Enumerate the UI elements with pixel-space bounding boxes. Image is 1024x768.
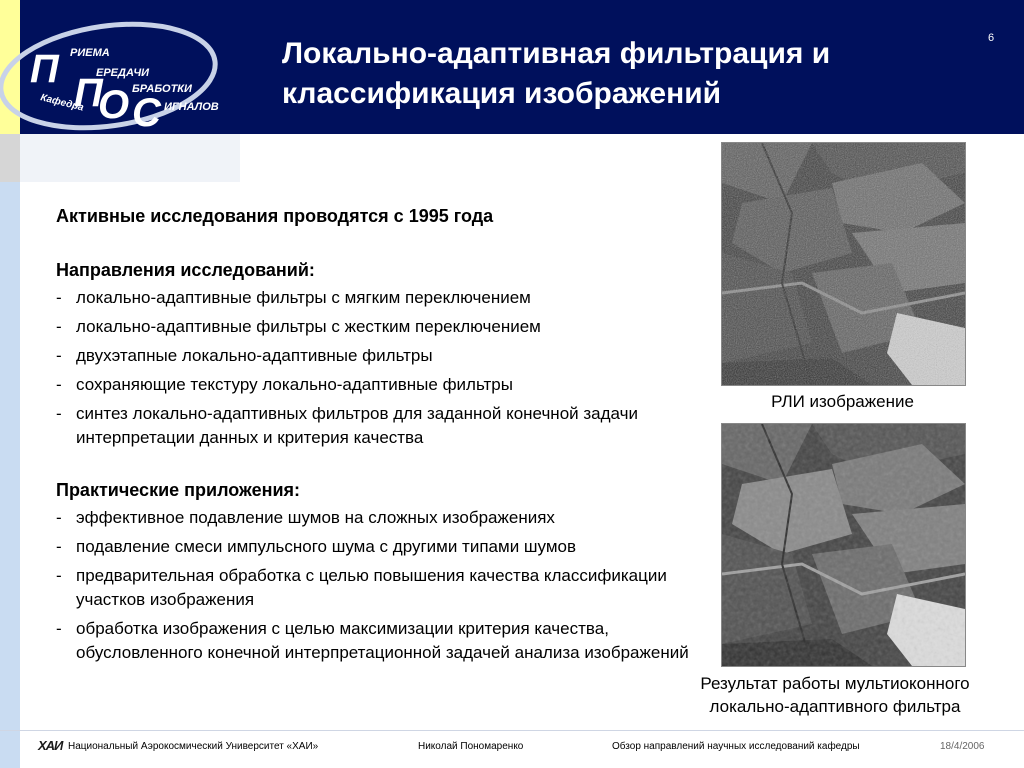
filtered-image-graphic <box>722 424 965 666</box>
directions-heading: Направления исследований: <box>56 260 315 280</box>
footer-date: 18/4/2006 <box>940 741 985 752</box>
dash-marker: - <box>56 288 62 307</box>
main-content <box>56 200 696 670</box>
directions-list <box>56 286 696 450</box>
left-stripe-blue <box>0 182 20 768</box>
svg-text:О: О <box>98 83 130 127</box>
radar-image-caption: РЛИ изображение <box>771 392 914 411</box>
svg-text:ЕРЕДАЧИ: ЕРЕДАЧИ <box>96 67 150 79</box>
university-logo: ХАИ <box>38 738 63 753</box>
filtered-image <box>721 423 966 667</box>
list-item: - обработка изображения с целью максимизации критерия качества, обусловленного конечной интерпретационной задачей анализа изображений <box>56 619 689 662</box>
svg-text:П: П <box>30 47 59 91</box>
svg-text:П: П <box>74 71 103 115</box>
applications-heading: Практические приложения: <box>56 480 301 500</box>
list-item: - двухэтапные локально-адаптивные фильтры <box>56 344 696 368</box>
svg-text:Кафедра: Кафедра <box>39 92 85 114</box>
list-item: - предварительная обработка с целью повышения качества классификации участков изображения <box>56 566 667 609</box>
footer-author: Николай Пономаренко <box>418 741 524 752</box>
dash-marker: - <box>56 375 62 394</box>
dash-marker: - <box>56 346 62 365</box>
dash-marker: - <box>56 508 62 527</box>
svg-text:БРАБОТКИ: БРАБОТКИ <box>132 83 192 95</box>
dash-marker: - <box>56 317 62 336</box>
svg-text:С: С <box>132 91 161 135</box>
footer-divider <box>0 730 1024 731</box>
list-item: - подавление смеси импульсного шума с другими типами шумов <box>56 535 696 559</box>
footer-topic: Обзор направлений научных исследований кафедры <box>612 741 860 752</box>
filtered-image-caption: Результат работы мультиоконного локально-адаптивного фильтра <box>700 674 970 716</box>
department-logo <box>0 14 240 144</box>
slide-number: 6 <box>988 32 995 44</box>
radar-image-graphic <box>722 143 965 385</box>
list-item: - локально-адаптивные фильтры с жестким переключением <box>56 315 696 339</box>
page-title: Локально-адаптивная фильтрация и классификация изображений <box>282 37 831 110</box>
svg-text:РИЕМА: РИЕМА <box>70 47 110 59</box>
radar-image <box>721 142 966 386</box>
svg-text:ИГНАЛОВ: ИГНАЛОВ <box>164 101 219 113</box>
dash-marker: - <box>56 566 62 585</box>
list-item: - сохраняющие текстуру локально-адаптивные фильтры <box>56 373 696 397</box>
footer-university: Национальный Аэрокосмический Университет «ХАИ» <box>68 741 319 752</box>
list-item: - локально-адаптивные фильтры с мягким переключением <box>56 286 696 310</box>
dash-marker: - <box>56 537 62 556</box>
list-item: - синтез локально-адаптивных фильтров для заданной конечной задачи интерпретации данных и критерия качества <box>56 404 638 447</box>
applications-list <box>56 506 696 665</box>
list-item: - эффективное подавление шумов на сложных изображениях <box>56 506 696 530</box>
dash-marker: - <box>56 619 62 638</box>
intro-text: Активные исследования проводятся с 1995 года <box>56 206 494 226</box>
dash-marker: - <box>56 404 62 423</box>
